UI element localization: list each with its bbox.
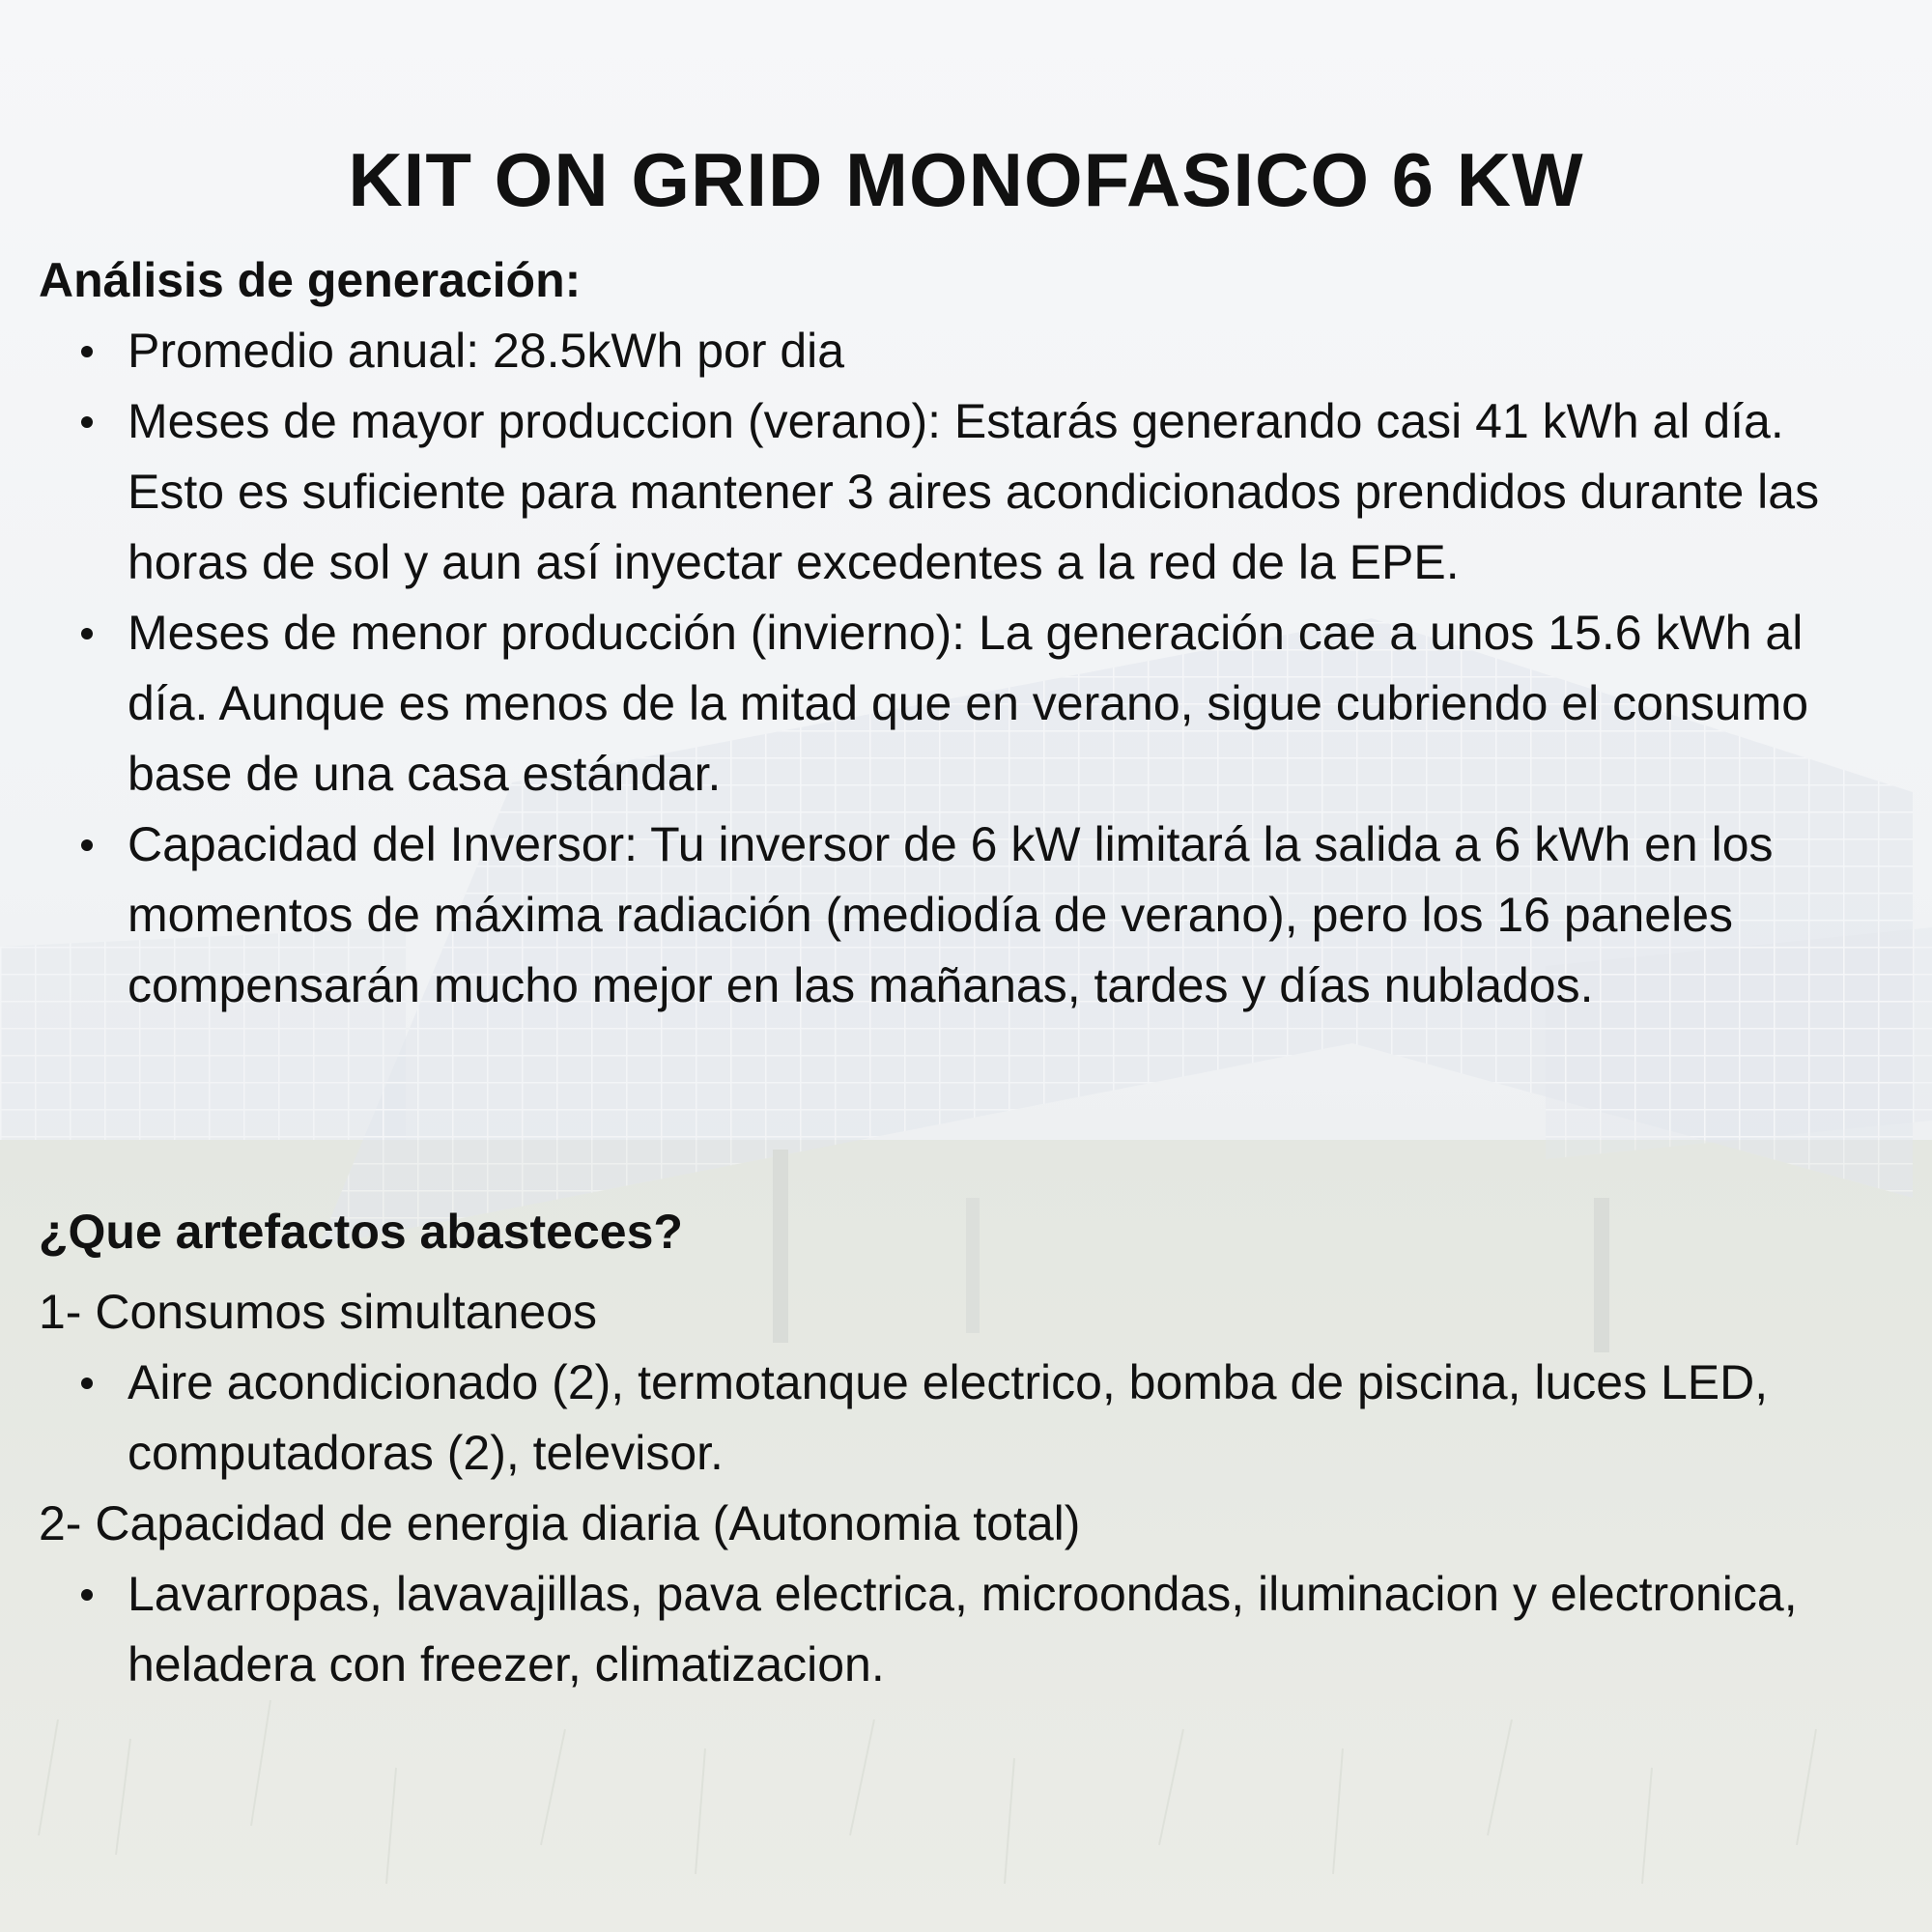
list-item-text: Promedio anual: 28.5kWh por dia (128, 324, 845, 378)
daily-capacity-heading: 2- Capacidad de energia diaria (Autonomia total) (39, 1496, 1081, 1550)
generation-analysis-heading: Análisis de generación: (39, 253, 582, 307)
bullet-icon (81, 839, 93, 851)
list-item-text: Capacidad del Inversor: Tu inversor de 6 kW limitará la salida a 6 kWh en los momentos de máxima radiación (mediodía de verano), pero los 16 paneles compensarán mucho mejor en las mañanas, tardes y días nublados. (128, 817, 1774, 1012)
list-item (0, 598, 1893, 810)
bullet-icon (81, 628, 93, 639)
appliances-heading: ¿Que artefactos abasteces? (39, 1205, 683, 1259)
bullet-icon (81, 1589, 93, 1601)
list-item (0, 1348, 1893, 1489)
list-item-text: Meses de menor producción (invierno): La generación cae a unos 15.6 kWh al día. Aunque es menos de la mitad que en verano, sigue cubriendo el consumo base de una casa estándar. (128, 606, 1809, 801)
bullet-icon (81, 1378, 93, 1389)
list-item (0, 810, 1893, 1021)
list-item (0, 386, 1893, 598)
list-item (0, 1559, 1893, 1700)
list-item-text: Lavarropas, lavavajillas, pava electrica, microondas, iluminacion y electronica, heladera con freezer, climatizacion. (128, 1567, 1798, 1691)
daily-capacity-list (0, 1559, 1893, 1700)
generation-analysis-list (0, 316, 1893, 1021)
simultaneous-consumption-list (0, 1348, 1893, 1489)
bullet-icon (81, 416, 93, 428)
list-item-text: Meses de mayor produccion (verano): Estarás generando casi 41 kWh al día. Esto es suficiente para mantener 3 aires acondicionados prendidos durante las horas de sol y aun así inyectar excedentes a la red de la EPE. (128, 394, 1820, 589)
list-item (0, 316, 1893, 386)
simultaneous-consumption-heading: 1- Consumos simultaneos (39, 1285, 598, 1339)
page-title: KIT ON GRID MONOFASICO 6 KW (348, 137, 1584, 222)
bullet-icon (81, 346, 93, 357)
list-item-text: Aire acondicionado (2), termotanque electrico, bomba de piscina, luces LED, computadoras (2), televisor. (128, 1355, 1769, 1480)
